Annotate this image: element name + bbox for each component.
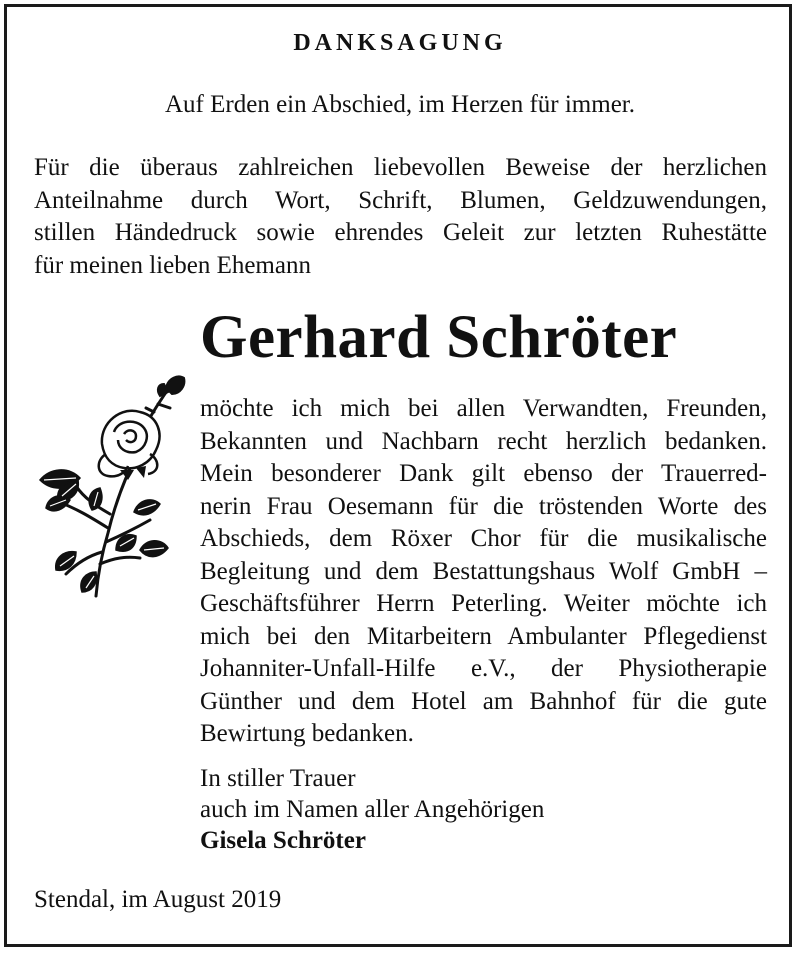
body-line: Günther und dem Hotel am Bahnhof für die gute <box>200 687 767 715</box>
closing-line: auch im Namen aller Angehörigen <box>200 796 545 823</box>
body-line: Abschieds, dem Röxer Chor für die musikalische <box>200 525 767 552</box>
body-line: Mein besonderer Dank gilt ebenso der Trauerred- <box>200 460 767 487</box>
intro-line: Anteilnahme durch Wort, Schrift, Blumen, Geldzuwendungen, <box>34 186 767 214</box>
body-line: Begleitung und dem Bestattungshaus Wolf GmbH – <box>200 557 767 585</box>
body-line: Geschäftsführer Herrn Peterling. Weiter möchte ich <box>200 590 767 617</box>
body-line: mich bei den Mitarbeitern Ambulanter Pflegedienst <box>200 622 767 650</box>
intro-line: für meinen lieben Ehemann <box>34 251 311 279</box>
rose-icon <box>36 368 188 600</box>
deceased-name: Gerhard Schröter <box>200 304 678 371</box>
notice-heading: DANKSAGUNG <box>293 30 507 56</box>
place-date: Stendal, im August 2019 <box>34 886 282 913</box>
signature: Gisela Schröter <box>200 827 366 854</box>
body-line: Bewirtung bedanken. <box>200 720 414 747</box>
intro-line: Für die überaus zahlreichen liebevollen Beweise der herzlichen <box>34 154 767 181</box>
thanks-paragraph <box>200 393 767 751</box>
motto: Auf Erden ein Abschied, im Herzen für immer. <box>165 91 635 118</box>
intro-paragraph <box>34 152 767 282</box>
closing-line: In stiller Trauer <box>200 765 356 792</box>
body-line: nerin Frau Oesemann für die tröstenden Worte des <box>200 492 767 520</box>
intro-line: stillen Händedruck sowie ehrendes Geleit zur letzten Ruhestätte <box>34 219 767 246</box>
body-line: möchte ich mich bei allen Verwandten, Freunden, <box>200 395 767 422</box>
body-line: Johanniter-Unfall-Hilfe e.V., der Physiotherapie <box>200 655 767 682</box>
body-line: Bekannten und Nachbarn recht herzlich bedanken. <box>200 427 767 455</box>
closing-block <box>200 763 544 856</box>
